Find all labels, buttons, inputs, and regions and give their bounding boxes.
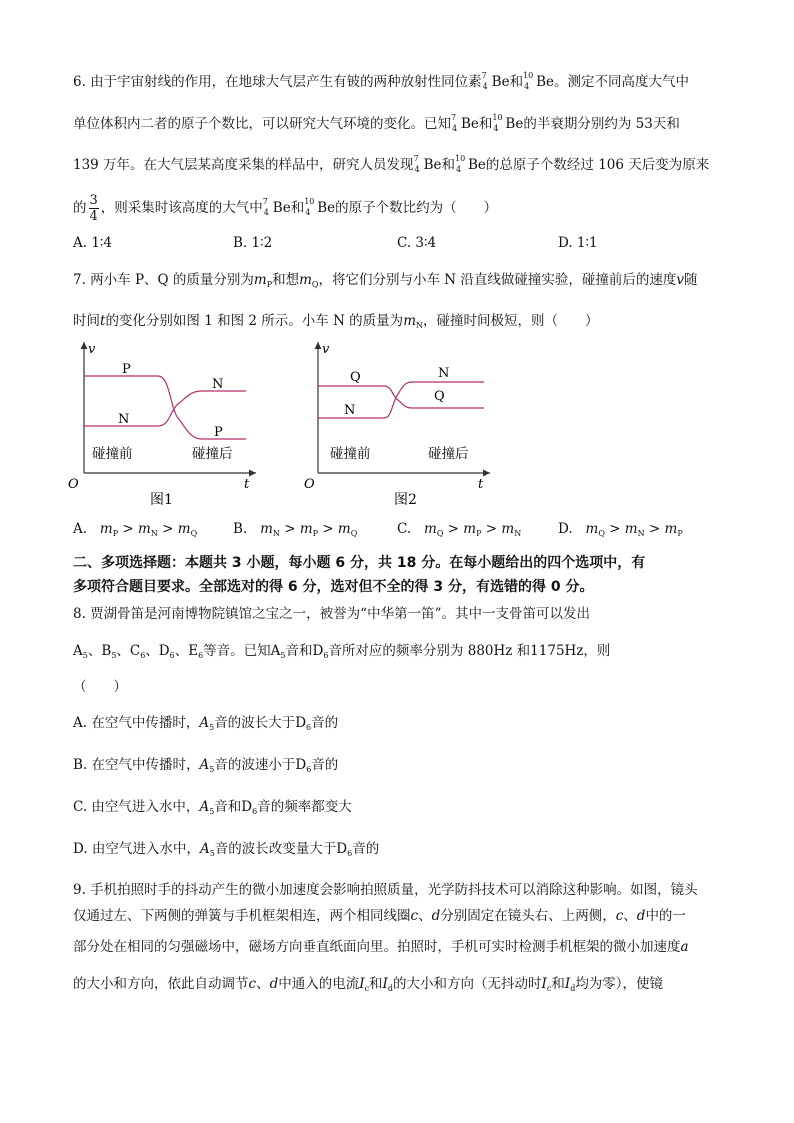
option-text: A. 在空气中传播时， (73, 715, 200, 731)
fig2-label-q-before: Q (350, 370, 361, 385)
q6-line4 (73, 192, 497, 224)
be10-atomic: 4 (524, 81, 530, 91)
be-symbol: Be (536, 74, 555, 90)
q8-text: 等音。已知 (203, 643, 271, 659)
q7-line2 (73, 311, 599, 333)
q9-line1: 9. 手机拍照时手的抖动产生的微小加速度会影响拍照质量，光学防抖技术可以消除这种影响。如图，镜头 (73, 882, 698, 898)
fig1-label-p-before: P (122, 362, 131, 377)
q9-line4 (73, 974, 663, 996)
subscript-n: N (416, 321, 423, 330)
fig1-origin: O (68, 477, 79, 492)
time-symbol: t (100, 313, 106, 329)
mass-symbol: m (177, 521, 191, 537)
option-text: 音的频率都变大 (257, 799, 352, 815)
option-text: 音的 (352, 841, 380, 857)
be7-atomic: 4 (263, 207, 269, 217)
section-heading-line2: 多项符合题目要求。全部选对的得 6 分，选对但不全的得 3 分，有选错的得 0 分。 (73, 579, 594, 595)
subscript: Q (350, 529, 358, 538)
q9-text: 中的一 (645, 908, 686, 924)
note-letter: A (199, 757, 210, 773)
be10-isotope (492, 112, 504, 135)
fig2-label-q-after: Q (434, 389, 445, 404)
fig1-t-label: t (244, 477, 250, 492)
fig1-label-n-before: N (118, 412, 130, 427)
be10-mass: 10 (304, 196, 315, 206)
q6-text: 的半衰期分别约为 53天和 (523, 116, 680, 132)
be7-mass: 7 (451, 112, 457, 122)
separator: 、 (87, 643, 102, 659)
be-symbol: Be (272, 200, 291, 216)
q7-text: 和想 (272, 272, 300, 288)
fig2-curve-n (318, 382, 484, 418)
fig2-before-label: 碰撞前 (330, 446, 371, 462)
note-letter: D (158, 643, 170, 659)
note-letter: A (199, 715, 210, 731)
fig1-after-label: 碰撞后 (192, 446, 233, 462)
q9-text: 的大小和方向（无抖动时 (393, 976, 542, 992)
note-octave: 5 (209, 807, 215, 816)
note-octave: 5 (280, 651, 286, 660)
q6-text: 和 (290, 200, 305, 216)
q9-text: 的大小和方向，依此自动调节 (73, 976, 249, 992)
be10-isotope (523, 70, 535, 93)
note-octave: 6 (347, 849, 353, 858)
q8-option-b[interactable] (73, 755, 338, 777)
figure-2 (300, 338, 512, 510)
fig1-caption: 图1 (150, 492, 173, 508)
be7-mass: 7 (481, 70, 487, 80)
current-symbol: I (564, 976, 571, 992)
be-symbol: Be (317, 200, 336, 216)
q6-text: 6. 由于宇宙射线的作用，在地球大气层产生有铍的两种放射性同位素 (73, 74, 482, 90)
q7-text: 的变化分别如图 1 和图 2 所示。小车 N 的质量为 (105, 313, 404, 329)
mass-symbol: m (337, 521, 351, 537)
subscript-c: c (364, 984, 370, 993)
q6-text: 的原子个数比约为（ ） (335, 200, 498, 216)
be10-isotope (454, 153, 467, 176)
coil-c-symbol: c (410, 908, 419, 924)
mass-symbol: m (624, 521, 638, 537)
q6-option-c[interactable]: C. 3∶4 (397, 235, 437, 251)
note-octave: 5 (82, 651, 88, 660)
note-letter: D (336, 841, 348, 857)
note-letter: B (101, 643, 112, 659)
note-octave: 5 (209, 723, 215, 732)
coil-d-symbol: d (431, 908, 441, 924)
subscript: P (112, 529, 119, 538)
option-letter: D. (558, 521, 573, 537)
current-symbol: I (382, 976, 388, 992)
option-text: 音和 (214, 799, 242, 815)
note-octave: 5 (111, 651, 117, 660)
q9-text: 仅通过左、下两侧的弹簧与手机框架相连，两个相同线圈 (73, 908, 411, 924)
subscript: N (637, 529, 645, 538)
option-text: B. 在空气中传播时， (73, 757, 200, 773)
be-symbol: Be (467, 157, 486, 173)
subscript: N (514, 529, 522, 538)
be7-atomic: 4 (482, 81, 488, 91)
subscript-d: d (387, 984, 394, 993)
q6-text: 的 (73, 200, 87, 216)
be7-isotope (451, 112, 460, 135)
mass-symbol: m (585, 521, 599, 537)
note-letter: D (312, 643, 324, 659)
current-symbol: I (359, 976, 365, 992)
mass-symbol: m (501, 521, 515, 537)
section-heading-line1: 二、多项选择题：本题共 3 小题，每小题 6 分，共 18 分。在每小题给出的四个选项中，有 (73, 555, 646, 571)
acceleration-symbol: a (680, 939, 689, 955)
option-text: C. 由空气进入水中， (73, 799, 200, 815)
subscript: Q (436, 529, 444, 538)
note-letter: A (199, 841, 210, 857)
option-letter: A. (73, 521, 88, 537)
mass-symbol: m (424, 521, 437, 537)
q6-line3 (73, 155, 709, 176)
q6-line2 (73, 114, 680, 135)
separator: 、 (145, 643, 159, 659)
be-symbol: Be (491, 74, 510, 90)
subscript: N (150, 529, 158, 538)
q8-option-d[interactable] (73, 839, 379, 861)
mass-symbol: m (403, 313, 416, 329)
q7-text: ，碰撞时间极短，则（ ） (423, 313, 599, 329)
note-octave: 5 (209, 765, 215, 774)
q9-text: 、 (418, 908, 432, 924)
be10-isotope (304, 196, 316, 219)
q7-text: 随 (684, 272, 698, 288)
mass-symbol: m (253, 272, 267, 288)
be7-mass: 7 (262, 196, 268, 206)
fig1-label-p-after: P (214, 425, 223, 440)
q6-text: 和 (441, 157, 455, 173)
subscript-d: d (570, 984, 576, 993)
figure-1 (66, 338, 278, 510)
q6-text: 139 万年。在大气层某高度采集的样品中，研究人员发现 (73, 157, 414, 173)
note-letter: E (188, 643, 199, 659)
fig1-v-label: v (88, 342, 96, 357)
be10-atomic: 4 (455, 164, 462, 174)
q7-text: 时间 (73, 313, 100, 329)
q6-line1 (73, 72, 689, 93)
mass-symbol: m (463, 521, 477, 537)
option-letter: B. (233, 521, 248, 537)
mass-symbol: m (664, 521, 678, 537)
q8-line2 (73, 641, 610, 663)
q6-text: ，则采集时该高度的大气中 (100, 200, 263, 216)
separator: 、 (116, 643, 130, 659)
q8-text: 音所对应的频率分别为 880Hz 和1175Hz，则 (328, 643, 611, 659)
subscript: P (677, 529, 683, 538)
fig2-label-n-before: N (344, 403, 356, 418)
be-symbol: Be (461, 116, 479, 132)
be10-mass: 10 (454, 153, 466, 163)
q8-text: 音和 (285, 643, 313, 659)
be7-isotope (481, 70, 491, 93)
option-text: 音的波长大于 (214, 715, 296, 731)
coil-c-symbol: c (248, 976, 257, 992)
q8-line1: 8. 贾湖骨笛是河南博物院镇馆之宝之一，被誉为“中华第一笛”。其中一支骨笛可以发出 (73, 606, 590, 622)
mass-symbol: m (260, 521, 273, 537)
q6-text: 单位体积内二者的原子个数比，可以研究大气环境的变化。已知 (73, 116, 451, 132)
q6-option-b[interactable]: B. 1∶2 (233, 235, 273, 251)
note-octave: 6 (306, 765, 312, 774)
q9-text: 和 (369, 976, 383, 992)
note-octave: 6 (252, 807, 258, 816)
fig1-before-label: 碰撞前 (92, 446, 133, 462)
q6-text: 的总原子个数经过 106 天后变为原来 (485, 157, 710, 173)
subscript: Q (190, 529, 198, 538)
mass-symbol: m (299, 521, 313, 537)
subscript-c: c (546, 984, 552, 993)
mass-symbol: m (299, 272, 312, 288)
q9-text: 分别固定在镜头右、上两侧， (440, 908, 616, 924)
note-letter: C (129, 643, 141, 659)
q7-option-d[interactable]: D. $m_Q > m_N > m_P$ (558, 521, 683, 538)
subscript: N (272, 529, 280, 538)
option-text: 音的 (311, 715, 339, 731)
q7-text: 7. 两小车 P、Q 的质量分别为 (73, 272, 254, 288)
note-octave: 6 (323, 651, 329, 660)
option-text: D. 由空气进入水中， (73, 841, 200, 857)
q7-text: ，将它们分别与小车 N 沿直线做碰撞实验，碰撞前后的速度 (318, 272, 677, 288)
subscript: P (312, 529, 319, 538)
option-text: 音的波速小于 (214, 757, 296, 773)
fig1-curve-n (84, 391, 246, 426)
q9-text: 部分处在相同的匀强磁场中，磁场方向垂直纸面向里。拍照时，手机可实时检测手机框架的微小加速度 (73, 939, 681, 955)
fig2-v-label: v (322, 342, 330, 357)
fig1-label-n-after: N (212, 377, 224, 392)
q6-option-d[interactable]: D. 1∶1 (558, 235, 598, 251)
mass-symbol: m (99, 521, 113, 537)
option-text: 音的波长改变量大于 (214, 841, 337, 857)
fraction-three-quarters (89, 193, 99, 224)
note-letter: A (73, 643, 83, 659)
option-letter: C. (397, 521, 412, 537)
be7-mass: 7 (413, 153, 419, 163)
be10-atomic: 4 (493, 123, 499, 133)
note-letter: A (270, 643, 281, 659)
q9-line2 (73, 906, 686, 926)
mass-symbol: m (138, 521, 151, 537)
q9-text: 、 (256, 976, 270, 992)
fraction-numerator: 3 (89, 193, 98, 208)
be7-atomic: 4 (452, 123, 458, 133)
be10-mass: 10 (523, 70, 534, 80)
q6-text: 和 (478, 116, 493, 132)
q6-option-a[interactable]: A. 1∶4 (73, 235, 113, 251)
fig2-caption: 图2 (394, 492, 417, 508)
q9-line3 (73, 937, 689, 957)
fig2-t-label: t (478, 477, 484, 492)
note-letter: D (241, 799, 253, 815)
note-letter: D (295, 715, 307, 731)
be7-isotope (413, 153, 423, 176)
be-symbol: Be (505, 116, 524, 132)
be7-atomic: 4 (414, 164, 420, 174)
subscript: P (476, 529, 482, 538)
coil-d-symbol: d (636, 908, 646, 924)
subscript-p: P (266, 280, 273, 289)
q7-option-a[interactable]: A. $m_P > m_N > m_Q$ (73, 521, 198, 538)
q9-text: 均为零），使镜 (575, 976, 664, 992)
note-letter: D (295, 757, 307, 773)
subscript-q: Q (311, 280, 319, 289)
fig2-origin: O (304, 477, 315, 492)
subscript: Q (598, 529, 605, 538)
coil-d-symbol: d (269, 976, 279, 992)
current-symbol: I (541, 976, 547, 992)
q7-option-b[interactable]: B. $m_N > m_P > m_Q$ (233, 521, 358, 538)
q8-option-a[interactable] (73, 713, 338, 735)
be10-mass: 10 (492, 112, 503, 122)
q8-line3: （ ） (73, 679, 127, 695)
be7-isotope (262, 196, 272, 219)
fraction-denominator: 4 (89, 209, 98, 224)
q6-text: 和 (509, 74, 524, 90)
note-octave: 6 (169, 651, 175, 660)
note-octave: 6 (198, 651, 204, 660)
separator: 、 (174, 643, 189, 659)
note-octave: 6 (140, 651, 146, 660)
option-text: 音的 (311, 757, 339, 773)
coil-c-symbol: c (615, 908, 624, 924)
q7-line1 (73, 270, 698, 292)
velocity-symbol: v (676, 272, 685, 288)
be10-atomic: 4 (305, 207, 311, 217)
fig2-label-n-after: N (438, 366, 450, 381)
q9-text: 、 (623, 908, 637, 924)
q9-text: 和 (551, 976, 565, 992)
be-symbol: Be (423, 157, 442, 173)
note-octave: 5 (209, 849, 215, 858)
q6-text: 。测定不同高度大气中 (554, 74, 690, 90)
q9-text: 中通入的电流 (278, 976, 360, 992)
fig2-after-label: 碰撞后 (428, 446, 469, 462)
q8-option-c[interactable] (73, 797, 352, 819)
q7-option-c[interactable]: C. $m_Q > m_P > m_N$ (397, 521, 522, 538)
note-octave: 6 (306, 723, 312, 732)
note-letter: A (199, 799, 210, 815)
